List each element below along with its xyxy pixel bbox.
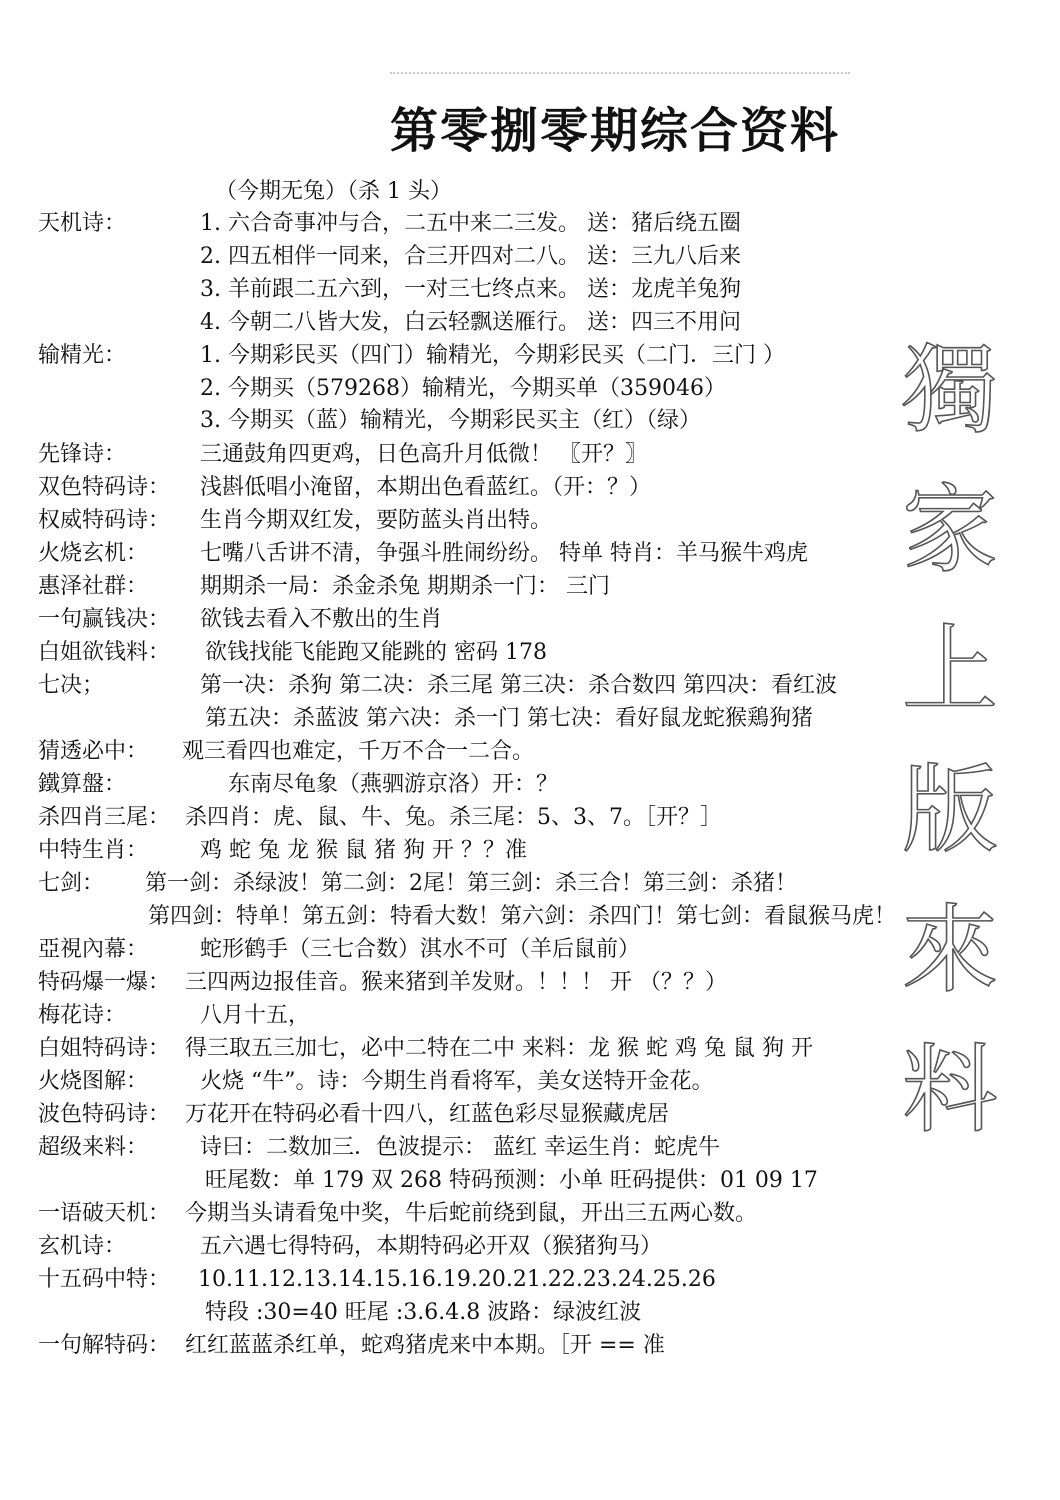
row-line: 第四剑：特单！第五剑：特看大数！第六剑：杀四门！第七剑：看鼠猴马虎！	[148, 904, 897, 929]
row-line: 浅斟低唱小淹留，本期出色看蓝红。（开：？）	[200, 475, 652, 500]
row-line: 欲钱找能飞能跑又能跳的 密码 178	[205, 640, 547, 665]
watermark-vertical-text	[895, 320, 1005, 1160]
row-label: 天机诗：	[38, 211, 127, 236]
row-label: 火烧图解：	[38, 1069, 149, 1094]
row-line: 万花开在特码必看十四八，红蓝色彩尽显猴藏虎居	[185, 1102, 670, 1127]
row-line: 2. 今期买（579268）输精光，今期买单（359046）	[200, 376, 726, 401]
row-label: 玄机诗：	[38, 1234, 127, 1259]
row-line: 观三看四也难定，千万不合一二合。	[182, 739, 535, 764]
row-label: 中特生肖：	[38, 838, 149, 863]
row-label: 梅花诗：	[38, 1003, 127, 1028]
row-line: 蛇形鹤手（三七合数）淇水不可（羊后鼠前）	[200, 937, 641, 962]
row-line: 诗曰：二数加三．色波提示： 蓝红 幸运生肖：蛇虎牛	[200, 1135, 720, 1160]
row-line: 生肖今期双红发，要防蓝头肖出特。	[200, 508, 553, 533]
scan-noise-marks	[390, 72, 850, 84]
row-label: 先锋诗：	[38, 442, 127, 467]
row-label: 特码爆一爆：	[38, 970, 171, 995]
row-line: 杀四肖：虎、鼠、牛、兔。杀三尾：5、3、7。［开？］	[185, 805, 722, 830]
watermark-char: 版	[902, 754, 998, 866]
row-line: 旺尾数：单 179 双 268 特码预测：小单 旺码提供：01 09 17	[205, 1168, 818, 1193]
row-line: 红红蓝蓝杀红单，蛇鸡猪虎来中本期。［开 == 准	[185, 1333, 665, 1358]
row-line: 第五决：杀蓝波 第六决：杀一门 第七决：看好鼠龙蛇猴鶏狗猪	[205, 706, 813, 731]
watermark-char: 來	[902, 894, 998, 1006]
row-label: 火烧玄机：	[38, 541, 149, 566]
row-label: 惠泽社群：	[38, 574, 149, 599]
row-line: 期期杀一局：杀金杀兔 期期杀一门： 三门	[200, 574, 610, 599]
row-label: 权威特码诗：	[38, 508, 171, 533]
watermark-char: 上	[902, 614, 998, 726]
row-line: 特段 :30=40 旺尾 :3.6.4.8 波路：绿波红波	[205, 1300, 642, 1325]
row-label: 十五码中特：	[38, 1267, 171, 1292]
row-line: 1. 今期彩民买（四门）输精光，今期彩民买（二门．三门 ）	[200, 343, 785, 368]
row-line: 今期当头请看兔中奖，牛后蛇前绕到鼠，开出三五两心数。	[185, 1201, 758, 1226]
row-line: 七嘴八舌讲不清，争强斗胜闹纷纷。 特单 特肖：羊马猴牛鸡虎	[200, 541, 808, 566]
row-label: 亞視內幕：	[38, 937, 149, 962]
watermark-char: 料	[902, 1034, 998, 1146]
row-line: 得三取五三加七，必中二特在二中 来料：龙 猴 蛇 鸡 兔 鼠 狗 开	[185, 1036, 813, 1061]
row-line: 火烧 “牛”。诗：今期生肖看将军，美女送特开金花。	[200, 1069, 714, 1094]
row-line: 五六遇七得特码，本期特码必开双（猴猪狗马）	[200, 1234, 663, 1259]
row-label: 猜透必中：	[38, 739, 149, 764]
row-line: 第一剑：杀绿波！第二剑：2尾！第三剑：杀三合！第三剑：杀猪！	[145, 871, 797, 896]
row-label: 七剑：	[38, 871, 105, 896]
row-line: 10.11.12.13.14.15.16.19.20.21.22.23.24.25.26	[198, 1267, 716, 1292]
subtitle: （今期无兔）（杀 1 头）	[215, 179, 452, 204]
row-label: 七决；	[38, 673, 105, 698]
row-line: 三四两边报佳音。猴来猪到羊发财。！！！ 开 （？？）	[185, 970, 727, 995]
page-title: 第零捌零期综合资料	[390, 103, 841, 159]
row-line: 1. 六合奇事冲与合，二五中来二三发。 送：猪后绕五圈	[200, 211, 741, 236]
row-label: 双色特码诗：	[38, 475, 171, 500]
row-label: 一句赢钱决：	[38, 607, 171, 632]
row-label: 超级来料：	[38, 1135, 149, 1160]
row-line: 八月十五，	[200, 1003, 311, 1028]
row-line: 第一决：杀狗 第二决：杀三尾 第三决：杀合数四 第四决：看红波	[200, 673, 837, 698]
row-line: 东南尽龟象（燕驷游京洛）开：？	[228, 772, 559, 797]
row-label: 波色特码诗：	[38, 1102, 171, 1127]
row-label: 白姐特码诗：	[38, 1036, 171, 1061]
row-label: 一语破天机：	[38, 1201, 171, 1226]
row-line: 4. 今朝二八皆大发，白云轻飘送雁行。 送：四三不用问	[200, 310, 741, 335]
watermark-char: 獨	[902, 334, 998, 446]
row-label: 杀四肖三尾：	[38, 805, 171, 830]
row-label: 输精光：	[38, 343, 127, 368]
row-line: 2. 四五相伴一同来，合三开四对二八。 送：三九八后来	[200, 244, 741, 269]
row-line: 欲钱去看入不敷出的生肖	[200, 607, 443, 632]
watermark-char: 家	[902, 474, 998, 586]
row-line: 3. 今期买（蓝）输精光，今期彩民买主（红）（绿）	[200, 408, 701, 433]
row-line: 三通鼓角四更鸡，日色高升月低微！ 〖开？〗	[200, 442, 647, 467]
row-line: 鸡 蛇 兔 龙 猴 鼠 猪 狗 开 ？？准	[200, 838, 527, 863]
row-line: 3. 羊前跟二五六到，一对三七终点来。 送：龙虎羊兔狗	[200, 277, 741, 302]
row-label: 白姐欲钱料：	[38, 640, 171, 665]
row-label: 鐵算盤：	[38, 772, 127, 797]
row-label: 一句解特码：	[38, 1333, 171, 1358]
